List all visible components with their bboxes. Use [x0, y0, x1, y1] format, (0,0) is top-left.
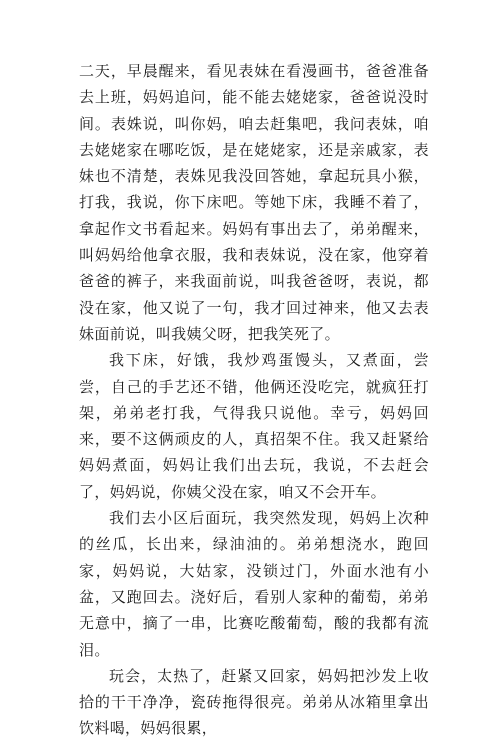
paragraph-2: 我下床，好饿，我炒鸡蛋馒头，又煮面，尝尝，自己的手艺还不错，他俩还没吃完，就疯狂打架，弟弟老打我，气得我只说他。幸亏，妈妈回来，要不这俩顽皮的人，真招架不住。我又赶紧给妈妈煮面，妈妈让我们出去玩，我说，不去赶会了，妈妈说，你姨父没在家，咱又不会开车。: [79, 351, 429, 501]
paragraph-1: 二天，早晨醒来，看见表妹在看漫画书，爸爸准备去上班，妈妈追问，能不能去姥姥家，爸爸说没时间。表姝说，叫你妈，咱去赶集吧，我问表妹，咱去姥姥家在哪吃饭，是在姥姥家，还是亲戚家，表妹也不清楚，表姝见我没回答她，拿起玩具小猴，打我，我说，你下床吧。等她下床，我睡不着了，拿起作文书看起来。妈妈有事出去了，弟弟醒来，叫妈妈给他拿衣服，我和表妹说，没在家，他穿着爸爸的裤子，来我面前说，叫我爸爸呀，表说，都没在家，他又说了一句，我才回过神来，他又去表妹面前说，叫我姨父呀，把我笑死了。: [79, 62, 429, 343]
paragraph-3: 我们去小区后面玩，我突然发现，妈妈上次种的丝瓜，长出来，绿油油的。弟弟想浇水，跑回家，妈妈说，大姑家，没锁过门，外面水池有小盆，又跑回去。浇好后，看别人家种的葡萄，弟弟无意中，摘了一串，比赛吃酸葡萄，酸的我都有流泪。: [79, 509, 429, 659]
document-body: [79, 58, 429, 742]
paragraph-4: 玩会，太热了，赶紧又回家，妈妈把沙发上收拾的干干净净，瓷砖拖得很亮。弟弟从冰箱里拿出饮料喝，妈妈很累，: [79, 666, 429, 738]
